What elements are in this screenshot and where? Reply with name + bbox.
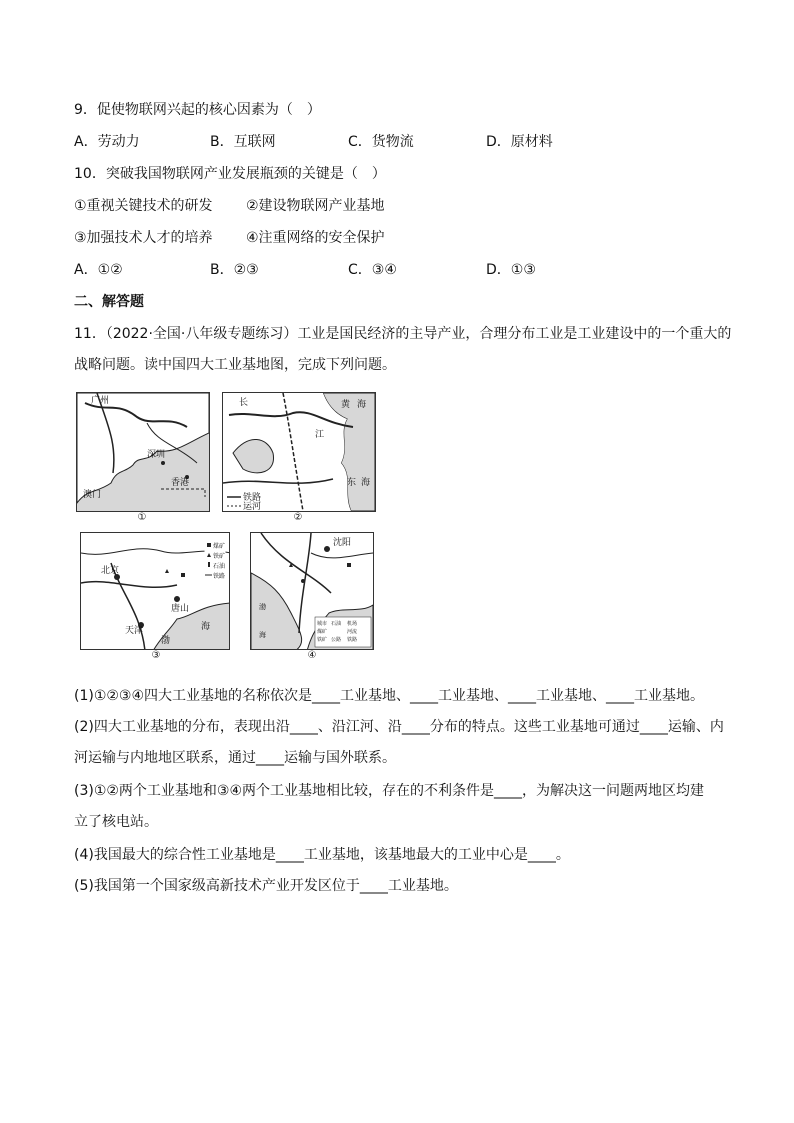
q9-stem: 9．促使物联网兴起的核心因素为（ ） (74, 102, 321, 118)
q10-options (74, 260, 734, 280)
map-3-label-hai: 海 (201, 622, 211, 632)
map-2-label-dong: 东 (347, 478, 357, 488)
map-3-drawing (81, 533, 229, 649)
q11-stem-line2: 战略问题。读中国四大工业基地图，完成下列问题。 (74, 357, 396, 373)
map-2-label-hai2: 海 (361, 478, 371, 488)
map-4-legend-city: 城市 (317, 621, 328, 627)
map-2-label-jiang: 江 (315, 430, 325, 440)
q9-options (74, 132, 734, 152)
map-3 (80, 532, 230, 650)
map-3-label-tangshan: 唐山 (171, 604, 190, 614)
q9-option-b: B．互联网 (210, 134, 276, 150)
map-2-legend-canal: 运河 (243, 502, 262, 511)
map-3-label-bo: 渤 (161, 636, 171, 646)
map-4-caption: ④ (307, 650, 317, 661)
q10-item-3: ③加强技术人才的培养 (74, 230, 213, 246)
map-1-label-hongkong: 香港 (171, 478, 190, 488)
map-2-legend-railway: 铁路 (243, 493, 262, 503)
map-1-label-guangzhou: 广州 (91, 396, 110, 406)
map-4-legend-iron: 铁矿 (317, 637, 328, 643)
q10-item-4: ④注重网络的安全保护 (246, 230, 385, 246)
q11-sub4: (4)我国最大的综合性工业基地是____工业基地，该基地最大的工业中心是____。 (74, 847, 570, 863)
map-2-label-hai1: 海 (357, 400, 367, 410)
map-1-label-shenzhen: 深圳 (147, 450, 166, 460)
q11-sub2-line1: (2)四大工业基地的分布，表现出沿____、沿江河、沿____分布的特点。这些工业基地可通过____运输、内 (74, 719, 724, 735)
map-3-legend-coal: 煤矿 (213, 543, 226, 550)
map-3-legend-oil: 石油 (213, 563, 226, 570)
q9-option-d: D．原材料 (486, 134, 553, 150)
q11-sub2-line2: 河运输与内地地区联系，通过____运输与国外联系。 (74, 750, 396, 766)
map-4-legend-oil: 石油 (331, 621, 342, 627)
q9-option-c: C．货物流 (348, 134, 414, 150)
q11-sub3-line1: (3)①②两个工业基地和③④两个工业基地相比较，存在的不利条件是____，为解决这一问题两地区均建 (74, 783, 705, 799)
map-1 (76, 392, 210, 512)
map-4-legend-railway: 铁路 (347, 637, 358, 643)
map-3-legend-iron: 铁矿 (213, 553, 226, 560)
q10-item-2: ②建设物联网产业基地 (246, 198, 385, 214)
map-1-caption: ① (137, 512, 147, 523)
q10-option-b: B．②③ (210, 262, 259, 278)
map-1-drawing (77, 393, 209, 511)
q10-item-1: ①重视关键技术的研发 (74, 198, 213, 214)
map-4-legend-coal: 煤矿 (317, 629, 328, 635)
map-3-label-tianjin: 天津 (125, 626, 144, 636)
q10-stem: 10．突破我国物联网产业发展瓶颈的关键是（ ） (74, 166, 386, 182)
map-3-caption: ③ (151, 650, 161, 661)
map-3-label-beijing: 北京 (101, 566, 120, 576)
q11-stem-line1: 11．（2022·全国·八年级专题练习）工业是国民经济的主导产业，合理分布工业是工业建设中的一个重大的 (74, 326, 732, 342)
map-2-label-huang: 黄 (341, 400, 351, 410)
map-4-legend-airport: 机场 (347, 621, 358, 627)
map-2-label-chang: 长 (239, 398, 249, 408)
q9-option-a: A．劳动力 (74, 134, 140, 150)
map-2-drawing (223, 393, 375, 511)
industrial-bases-figure (74, 388, 384, 668)
map-4-label-hai: 海 (259, 631, 266, 639)
map-4-drawing (251, 533, 373, 649)
section-title: 二、解答题 (74, 294, 144, 310)
map-2 (222, 392, 376, 512)
q10-items-row2 (74, 228, 734, 248)
q11-sub3-line2: 立了核电站。 (74, 814, 158, 830)
map-3-legend-railway: 铁路 (213, 573, 226, 580)
q11-sub5: (5)我国第一个国家级高新技术产业开发区位于____工业基地。 (74, 878, 458, 894)
q10-option-d: D．①③ (486, 262, 536, 278)
q10-items-row1 (74, 196, 734, 216)
q10-option-a: A．①② (74, 262, 123, 278)
map-1-label-macau: 澳门 (83, 490, 102, 500)
map-4-legend-highway: 公路 (331, 637, 342, 643)
q11-sub1: (1)①②③④四大工业基地的名称依次是____工业基地、____工业基地、____工业基地、____工业基地。 (74, 688, 705, 704)
map-2-caption: ② (293, 512, 303, 523)
map-4-legend-river: 河流 (347, 629, 358, 635)
map-4 (250, 532, 374, 650)
map-4-label-shenyang: 沈阳 (333, 538, 352, 548)
map-4-label-bo: 渤 (259, 603, 266, 611)
q10-option-c: C．③④ (348, 262, 397, 278)
